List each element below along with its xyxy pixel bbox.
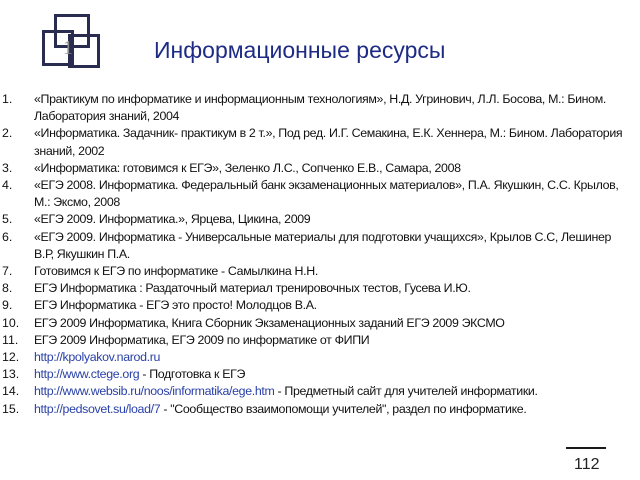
reference-item <box>2 383 626 400</box>
reference-number: 12. <box>2 350 20 365</box>
reference-text: ЕГЭ Информатика - ЕГЭ это просто! Молодцов В.А. <box>34 298 317 313</box>
reference-item <box>2 160 626 177</box>
reference-link[interactable]: http://www.ctege.org <box>34 367 140 382</box>
logo-squares <box>40 14 112 74</box>
reference-number: 2. <box>2 126 13 141</box>
reference-item <box>2 177 626 211</box>
reference-number: 1. <box>2 92 13 106</box>
reference-link[interactable]: http://www.websib.ru/noos/informatika/ege.htm <box>34 384 275 399</box>
reference-item <box>2 366 626 383</box>
page-title: Информационные ресурсы <box>154 37 446 63</box>
reference-text: - Предметный сайт для учителей информатики. <box>274 384 538 399</box>
reference-item <box>2 91 626 125</box>
reference-number: 4. <box>2 178 13 193</box>
reference-text: «ЕГЭ 2009. Информатика - Универсальные материалы для подготовки учащихся», Крылов С.С, Лешинер В.Р, Якушкин П.А. <box>34 229 612 261</box>
reference-item <box>2 211 626 228</box>
reference-link[interactable]: http://pedsovet.su/load/7 <box>34 401 161 416</box>
reference-text: ЕГЭ 2009 Информатика, ЕГЭ 2009 по информатике от ФИПИ <box>34 332 370 347</box>
reference-item <box>2 229 626 263</box>
reference-item <box>2 263 626 280</box>
reference-number: 8. <box>2 281 13 296</box>
reference-number: 3. <box>2 160 13 175</box>
reference-text: ЕГЭ 2009 Информатика, Книга Сборник Экзаменационных заданий ЕГЭ 2009 ЭКСМО <box>34 315 505 330</box>
reference-number: 9. <box>2 298 13 313</box>
reference-number: 6. <box>2 229 13 244</box>
reference-text: Готовимся к ЕГЭ по информатике - Самылкина Н.Н. <box>34 264 318 279</box>
reference-text: «Практикум по информатике и информационным технологиям», Н.Д. Угринович, Л.Л. Босова, М.: Бином. Лаборатория знаний, 2004 <box>34 92 606 124</box>
reference-text: «Информатика. Задачник- практикум в 2 т.», Под ред. И.Г. Семакина, Е.К. Хеннера, М.: Бином. Лаборатория знаний, 2002 <box>34 126 623 158</box>
reference-item <box>2 280 626 297</box>
footer-divider <box>566 447 606 449</box>
reference-text: «Информатика: готовимся к ЕГЭ», Зеленко Л.С., Сопченко Е.В., Самара, 2008 <box>34 160 461 175</box>
reference-number: 11. <box>2 332 19 347</box>
reference-number: 13. <box>2 367 20 382</box>
reference-text: ЕГЭ Информатика : Раздаточный материал тренировочных тестов, Гусева И.Ю. <box>34 281 471 296</box>
reference-list <box>2 91 626 418</box>
reference-number: 7. <box>2 264 13 279</box>
reference-text: «ЕГЭ 2008. Информатика. Федеральный банк экзаменационных материалов», П.А. Якушкин, С.С. Крылов, М.: Эксмо, 2008 <box>34 178 619 210</box>
reference-item <box>2 332 626 349</box>
reference-link[interactable]: http://kpolyakov.narod.ru <box>34 350 161 365</box>
reference-number: 5. <box>2 212 13 227</box>
reference-text: «ЕГЭ 2009. Информатика.», Ярцева, Цикина, 2009 <box>34 212 311 227</box>
reference-number: 10. <box>2 315 20 330</box>
reference-text: - "Сообщество взаимопомощи учителей", раздел по информатике. <box>160 401 527 416</box>
reference-item <box>2 401 626 418</box>
reference-item <box>2 297 626 314</box>
reference-text: - Подготовка к ЕГЭ <box>139 367 246 382</box>
reference-item <box>2 315 626 332</box>
page-number: 112 <box>574 456 600 473</box>
reference-number: 14. <box>2 384 20 399</box>
reference-item <box>2 349 626 366</box>
reference-number: 15. <box>2 401 20 416</box>
logo-number: 1 <box>63 37 73 59</box>
reference-item <box>2 125 626 159</box>
